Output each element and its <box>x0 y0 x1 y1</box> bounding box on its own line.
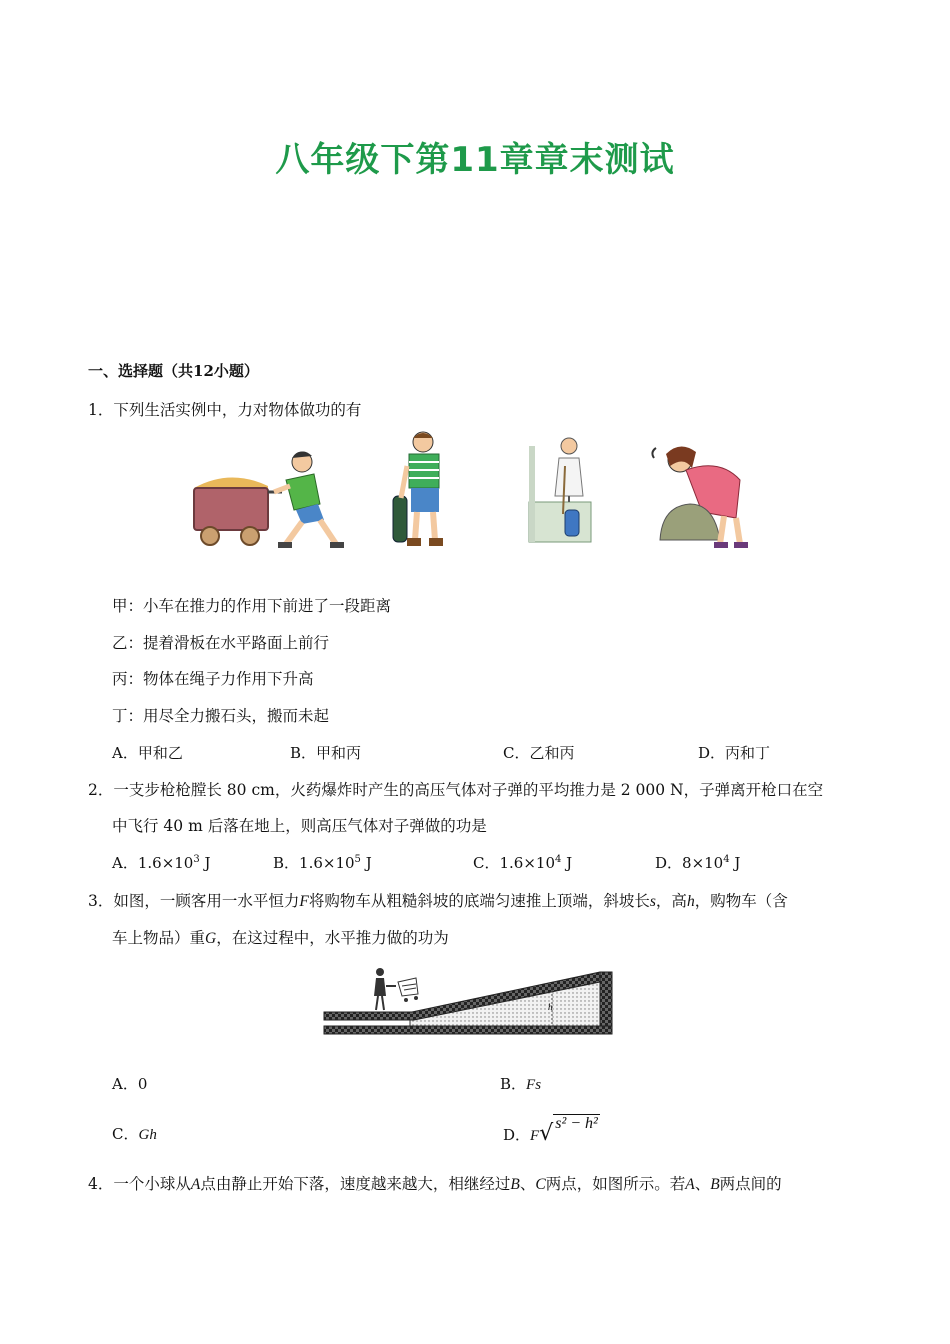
question-3-stem-cont: 车上物品）重G，在这过程中，水平推力做的功为 <box>112 929 449 947</box>
question-1-item: 丁：用尽全力搬石头，搬而未起 <box>112 707 330 725</box>
option-a[interactable]: A．甲和乙 <box>112 744 183 762</box>
question-number: 4． <box>88 1175 114 1193</box>
option-d[interactable]: D．$8\times 10^4$ J <box>655 854 741 872</box>
question-2-stem: 2．一支步枪枪膛长 80 cm，火药爆炸时产生的高压气体对子弹的平均推力是 2 000 N，子弹离开枪口在空 <box>88 781 824 799</box>
question-1-stem: 1．下列生活实例中，力对物体做功的有 <box>88 401 362 419</box>
option-d[interactable]: D．F√ s² − h² <box>503 1115 598 1146</box>
option-c[interactable]: C．乙和丙 <box>503 744 575 762</box>
question-1-item: 丙：物体在绳子力作用下升高 <box>112 670 314 688</box>
question-number: 2． <box>88 781 114 799</box>
question-3-stem: 3．如图，一顾客用一水平恒力F将购物车从粗糙斜坡的底端匀速推上顶端，斜坡长s，高h，购物车（含 <box>88 892 788 910</box>
option-b[interactable]: B．$1.6\times 10^5$ J <box>273 854 372 872</box>
height-marker: h <box>548 1002 553 1012</box>
question-number: 3． <box>88 892 114 910</box>
illustration-lift-stone <box>640 440 760 550</box>
option-b[interactable]: B．甲和丙 <box>290 744 362 762</box>
question-1-item: 甲：小车在推力的作用下前进了一段距离 <box>112 597 392 615</box>
question-1-item: 乙：提着滑板在水平路面上前行 <box>112 634 330 652</box>
illustration-carry-skateboard <box>385 430 455 552</box>
question-4-stem: 4．一个小球从A点由静止开始下落，速度越来越大，相继经过B、C两点，如图所示。若A、B两点间的 <box>88 1175 782 1193</box>
option-a[interactable]: A．0 <box>112 1075 148 1093</box>
section-heading: 一、选择题（共12小题） <box>88 362 259 380</box>
option-a[interactable]: A．$1.6\times 10^3$ J <box>112 854 211 872</box>
option-c[interactable]: C．Gh <box>112 1125 157 1143</box>
option-c[interactable]: C．$1.6\times 10^4$ J <box>473 854 573 872</box>
page-title: 八年级下第11章章末测试 <box>275 140 675 180</box>
sqrt-icon: √ <box>539 1121 554 1146</box>
option-b[interactable]: B．Fs <box>500 1075 542 1093</box>
question-number: 1． <box>88 401 114 419</box>
illustration-ramp <box>320 960 632 1044</box>
illustration-rope-lift <box>525 436 595 544</box>
question-2-stem-cont: 中飞行 40 m 后落在地上，则高压气体对子弹做的功是 <box>112 817 487 835</box>
option-d[interactable]: D．丙和丁 <box>698 744 771 762</box>
illustration-cart-push <box>190 440 350 552</box>
